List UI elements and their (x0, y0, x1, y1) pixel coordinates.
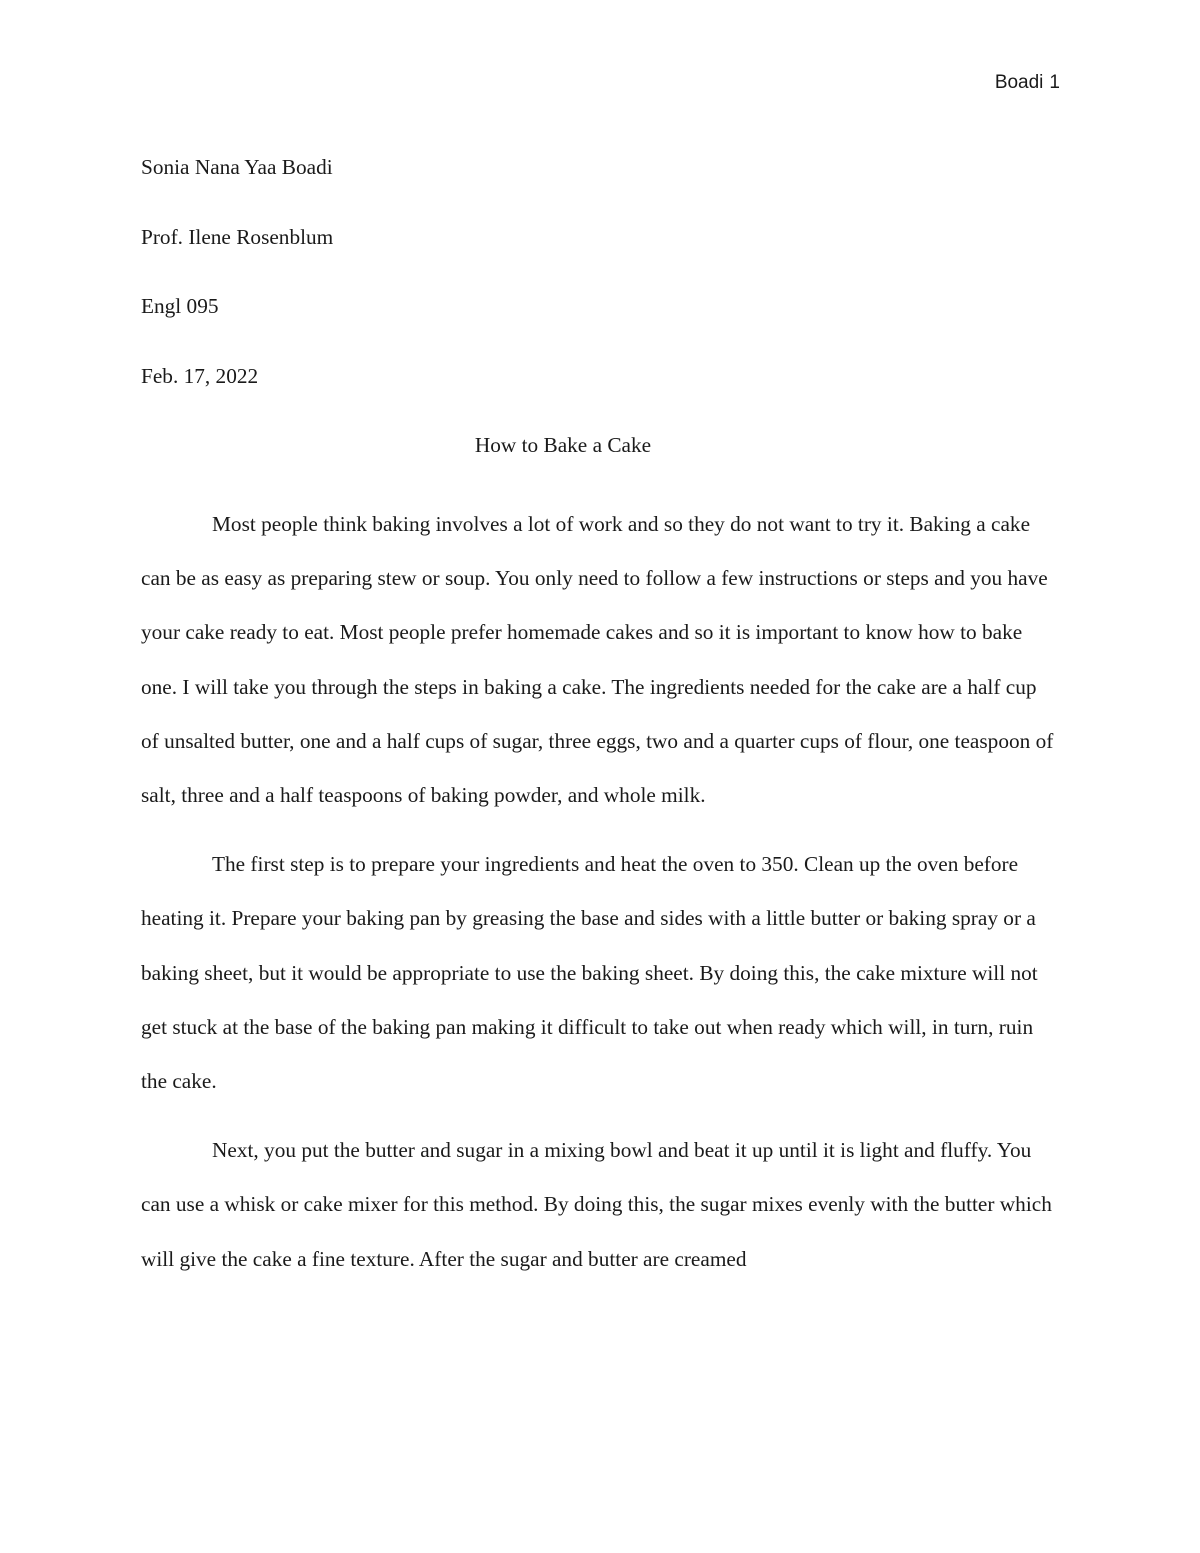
student-name: Sonia Nana Yaa Boadi (141, 155, 333, 179)
running-head (995, 72, 1060, 94)
paragraph-intro: Most people think baking involves a lot of work and so they do not want to try it. Baking a cake can be as easy as preparing stew or soup. You only need to follow a few instructions or steps and you have your cake ready to eat. Most people prefer homemade cakes and so it is important to know how to bake one. I will take you through the steps in baking a cake. The ingredients needed for the cake are a half cup of unsalted butter, one and a half cups of sugar, three eggs, two and a quarter cups of flour, one teaspoon of salt, three and a half teaspoons of baking powder, and whole milk. (141, 512, 1054, 808)
essay-date: Feb. 17, 2022 (141, 363, 259, 388)
page-number: 1 (1049, 72, 1060, 93)
course-name: Engl 095 (141, 294, 219, 318)
running-head-surname: Boadi (994, 72, 1044, 93)
essay-title: How to Bake a Cake (474, 433, 652, 457)
document-body (141, 148, 1055, 1286)
paragraph-first-step: The first step is to prepare your ingredients and heat the oven to 350. Clean up the oven before heating it. Prepare your baking pan by greasing the base and sides with a little butter or baking spray or a baking sheet, but it would be appropriate to use the baking sheet. By doing this, the cake mixture will not get stuck at the base of the baking pan making it difficult to take out when ready which will, in turn, ruin the cake. (141, 852, 1038, 1094)
professor-name: Prof. Ilene Rosenblum (141, 224, 334, 249)
paragraph-next-step: Next, you put the butter and sugar in a mixing bowl and beat it up until it is light and fluffy. You can use a whisk or cake mixer for this method. By doing this, the sugar mixes evenly with the butter which will give the cake a fine texture. After the sugar and butter are creamed (141, 1138, 1052, 1271)
